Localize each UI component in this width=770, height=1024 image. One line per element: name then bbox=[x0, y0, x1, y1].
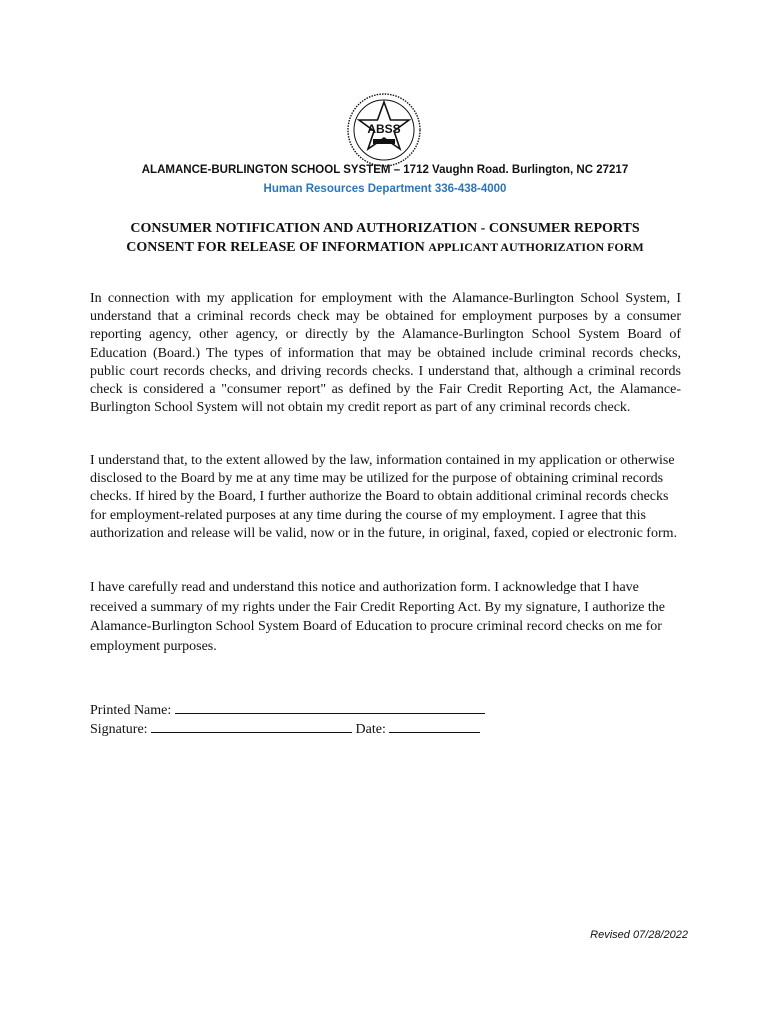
signature-field[interactable] bbox=[151, 719, 352, 733]
title-line-1: CONSUMER NOTIFICATION AND AUTHORIZATION - CONSUMER REPORTS bbox=[130, 221, 640, 236]
paragraph-acknowledgement: I have carefully read and understand this notice and authorization form. I acknowledge that I have received a summary of my rights under the Fair Credit Reporting Act. By my signature, I authorize the Alamance-Burlington School System Board of Education to procure criminal record checks on me for employment purposes. bbox=[90, 580, 666, 654]
title-line-2 bbox=[0, 238, 770, 257]
signature-label: Signature: bbox=[90, 722, 148, 737]
printed-name-row bbox=[90, 700, 485, 720]
org-address-line: ALAMANCE-BURLINGTON SCHOOL SYSTEM – 1712 Vaughn Road. Burlington, NC 27217 bbox=[141, 164, 629, 176]
department-line: Human Resources Department 336-438-4000 bbox=[263, 183, 507, 195]
paragraph-consent: In connection with my application for employment with the Alamance-Burlington School System, I understand that a criminal records check may be obtained for employment purposes by a consumer reporting agency, other agency, or directly by the Alamance-Burlington School System Board of Education (Board.) The types of information that may be obtained include criminal records checks, public court records checks, and driving records checks. I understand that, although a criminal records check is considered a "consumer report" as defined by the Fair Credit Reporting Act, the Alamance-Burlington School System will not obtain my credit report as part of any criminal records check. bbox=[90, 291, 681, 416]
printed-name-label: Printed Name: bbox=[90, 703, 172, 718]
title-line-2-sub: APPLICANT AUTHORIZATION FORM bbox=[428, 240, 644, 254]
form-title bbox=[0, 219, 770, 257]
abss-logo bbox=[346, 92, 422, 168]
logo-text: ABSS bbox=[367, 122, 401, 136]
revised-date: Revised 07/28/2022 bbox=[590, 929, 688, 941]
printed-name-field[interactable] bbox=[175, 700, 485, 714]
paragraph-disclosure: I understand that, to the extent allowed by the law, information contained in my application or otherwise disclosed to the Board by me at any time may be utilized for the purpose of obtaining criminal records checks. If hired by the Board, I further authorize the Board to obtain additional criminal records checks for employment-related purposes at any time during the course of my employment. I agree that this authorization and release will be valid, now or in the future, in original, faxed, copied or electronic form. bbox=[90, 453, 678, 541]
title-line-2-main: CONSENT FOR RELEASE OF INFORMATION bbox=[126, 240, 429, 255]
signature-row bbox=[90, 719, 480, 739]
date-label: Date: bbox=[355, 722, 386, 737]
date-field[interactable] bbox=[389, 719, 480, 733]
